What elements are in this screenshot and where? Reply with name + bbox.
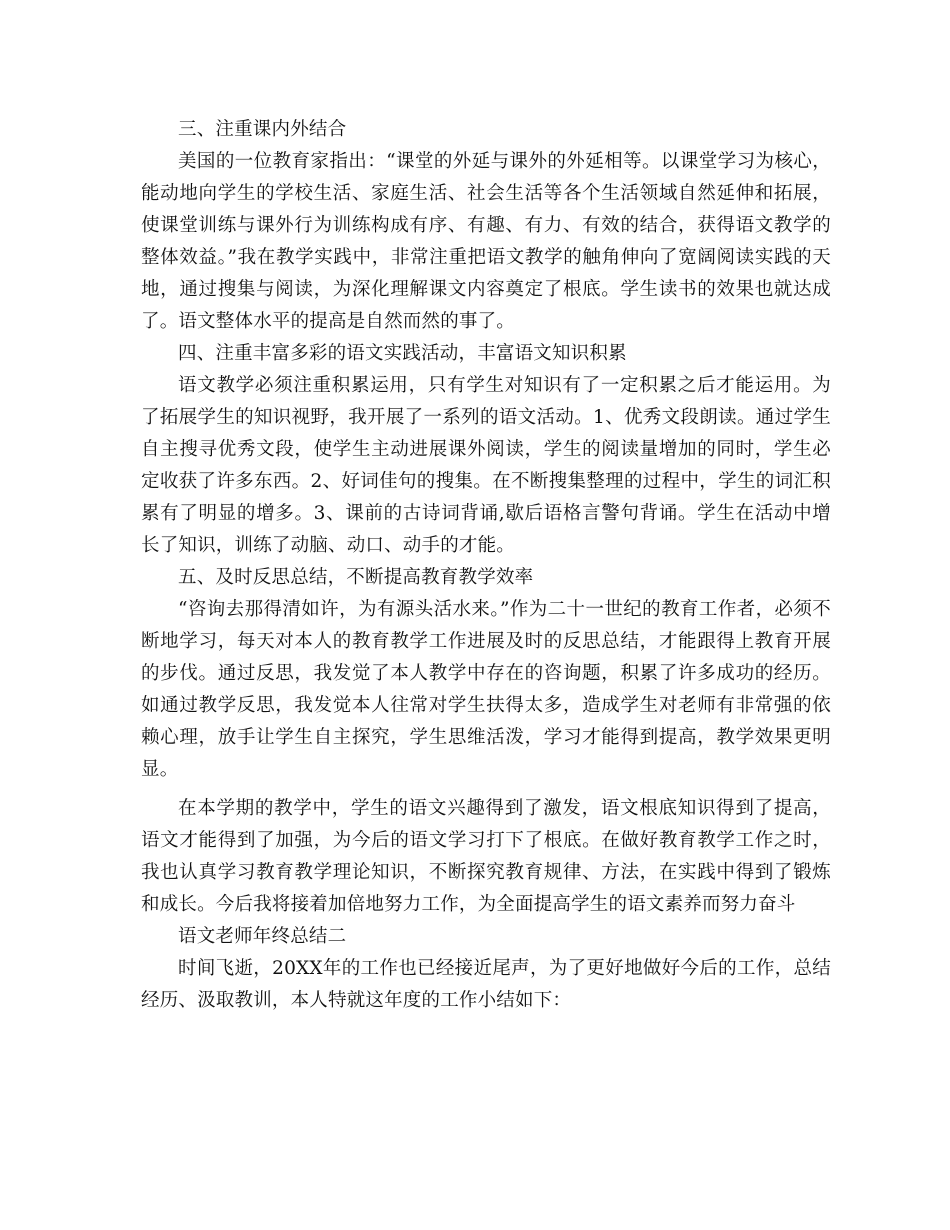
paragraph-extracurricular: 美国的一位教育家指出：“课堂的外延与课外的外延相等。以课堂学习为核心，能动地向学生的学校生活、家庭生活、社会生活等各个生活领域自然延伸和拓展，使课堂训练与课外行为训练构成有序、有趣、有力、有效的结合，获得语文教学的整体效益。”我在教学实践中，非常注重把语文教学的触角伸向了宽阔阅读实践的天地，通过搜集与阅读，为深化理解课文内容奠定了根底。学生读书的效果也就达成了。语文整体水平的提高是自然而然的事了。 bbox=[141, 151, 831, 332]
paragraph-reflection: “咨询去那得清如许，为有源头活水来。”作为二十一世纪的教育工作者，必须不断地学习，每天对本人的教育教学工作进展及时的反思总结，才能跟得上教育开展的步伐。通过反思，我发觉了本人教学中存在的咨询题，积累了许多成功的经历。如通过教学反思，我发觉本人往常对学生扶得太多，造成学生对老师有非常强的依赖心理，放手让学生自主探究，学生思维活泼，学习才能得到提高，教学效果更明显。 bbox=[141, 599, 831, 780]
paragraph-semester-summary: 在本学期的教学中，学生的语文兴趣得到了激发，语文根底知识得到了提高，语文才能得到了加强，为今后的语文学习打下了根底。在做好教育教学工作之时，我也认真学习教育教学理论知识，不断探究教育规律、方法，在实践中得到了锻炼和成长。今后我将接着加倍地努力工作，为全面提高学生的语文素养而努力奋斗 bbox=[141, 798, 831, 915]
paragraph-intro-two: 时间飞逝，20XX年的工作也已经接近尾声，为了更好地做好今后的工作，总结经历、汲取教训，本人特就这年度的工作小结如下： bbox=[141, 958, 831, 1011]
subtitle-summary-two: 语文老师年终总结二 bbox=[178, 926, 347, 947]
section-heading-5: 五、及时反思总结，不断提高教育教学效率 bbox=[178, 567, 534, 588]
section-heading-3: 三、注重课内外结合 bbox=[178, 119, 347, 140]
paragraph-activities: 语文教学必须注重积累运用，只有学生对知识有了一定积累之后才能运用。为了拓展学生的知识视野，我开展了一系列的语文活动。1、优秀文段朗读。通过学生自主搜寻优秀文段，使学生主动进展课外阅读，学生的阅读量增加的同时，学生必定收获了许多东西。2、好词佳句的搜集。在不断搜集整理的过程中，学生的词汇积累有了明显的增多。3、课前的古诗词背诵,歇后语格言警句背诵。学生在活动中增长了知识，训练了动脑、动口、动手的才能。 bbox=[141, 375, 831, 556]
section-heading-4: 四、注重丰富多彩的语文实践活动，丰富语文知识积累 bbox=[178, 343, 627, 364]
document-body bbox=[141, 114, 831, 1017]
